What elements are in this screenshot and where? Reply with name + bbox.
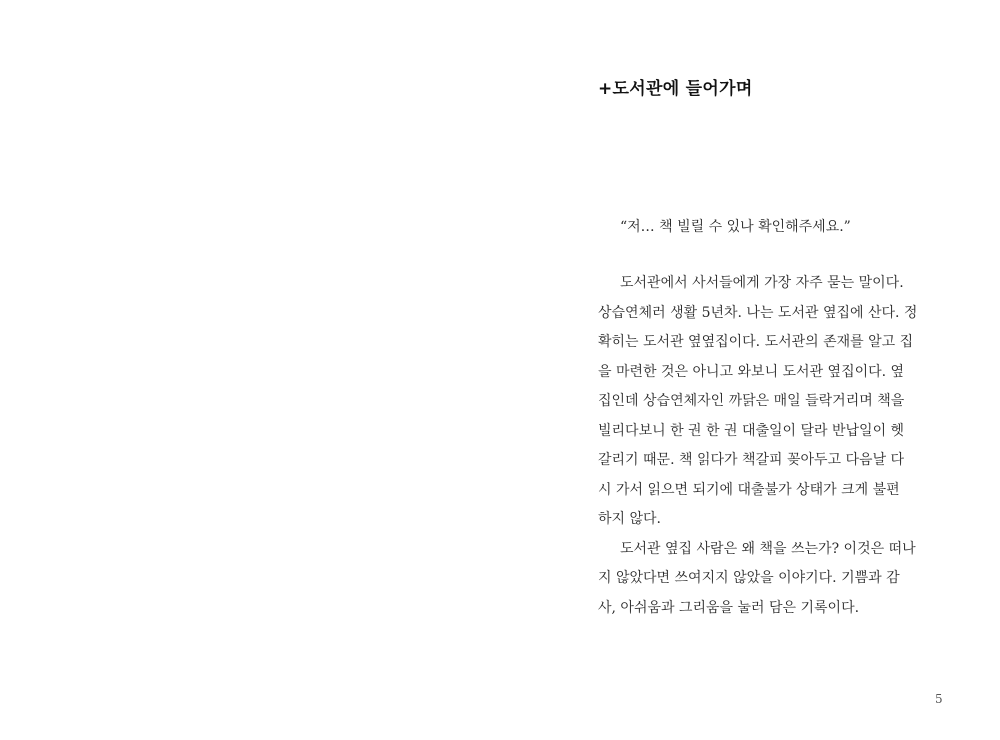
- epigraph-quote: “저… 책 빌릴 수 있나 확인해주세요.”: [620, 219, 851, 235]
- paragraph-1-line-1: 도서관에서 사서들에게 가장 자주 묻는 말이다.: [620, 275, 904, 291]
- paragraph-1-line-6: 빌리다보니 한 권 한 권 대출일이 달라 반납일이 헷: [598, 422, 905, 439]
- paragraph-1-line-2: 상습연체러 생활 5년차. 나는 도서관 옆집에 산다. 정: [598, 304, 918, 321]
- paragraph-1-line-5: 집인데 상습연체자인 까닭은 매일 들락거리며 책을: [598, 393, 905, 409]
- paragraph-1-line-9: 하지 않다.: [598, 511, 661, 527]
- paragraph-2-line-3: 사, 아쉬움과 그리움을 눌러 담은 기록이다.: [598, 599, 860, 616]
- paragraph-2-line-2: 지 않았다면 쓰여지지 않았을 이야기다. 기쁨과 감: [598, 570, 900, 586]
- paragraph-1-line-8: 시 가서 읽으면 되기에 대출불가 상태가 크게 불편: [598, 481, 900, 498]
- chapter-title: +도서관에 들어가며: [598, 79, 753, 99]
- paragraph-1-line-4: 을 마련한 것은 아니고 와보니 도서관 옆집이다. 옆: [598, 363, 905, 380]
- page-number: 5: [935, 692, 943, 706]
- body-text: [598, 269, 918, 623]
- paragraph-1-line-7: 갈리기 때문. 책 읽다가 책갈피 꽂아두고 다음날 다: [598, 452, 905, 468]
- right-page: [500, 0, 1000, 740]
- paragraph-1-line-3: 확히는 도서관 옆옆집이다. 도서관의 존재를 알고 집: [598, 334, 914, 350]
- paragraph-2-line-1: 도서관 옆집 사람은 왜 책을 쓰는가? 이것은 떠나: [620, 540, 916, 557]
